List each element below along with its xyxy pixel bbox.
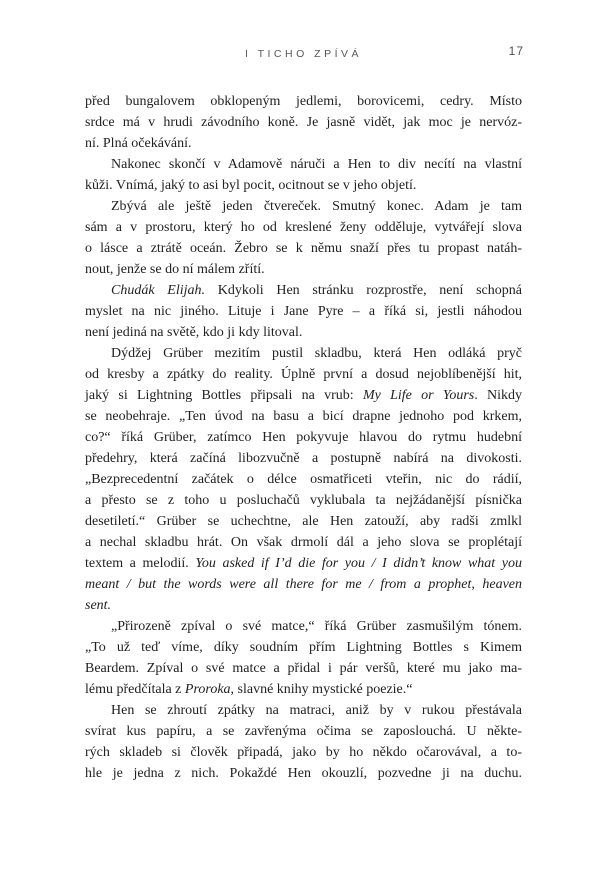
- italic-text-run: meant / but the words were all there for me / from a prophet, heaven: [85, 577, 522, 592]
- text-line: [85, 406, 522, 427]
- text-run: není jediná na světě, kdo ji kdy litoval.: [85, 325, 303, 340]
- text-line: [85, 217, 522, 238]
- running-header-title: I TICHO ZPÍVÁ: [244, 48, 363, 60]
- text-line: [85, 616, 522, 637]
- text-line: [85, 322, 522, 343]
- text-run: „Bezprecedentní začátek o délce osmatřiceti vteřin, nic do rádií,: [85, 472, 522, 487]
- paragraph: [85, 280, 522, 343]
- text-line: [85, 721, 522, 742]
- text-run: před bungalovem obklopeným jedlemi, borovicemi, cedry. Místo: [85, 94, 522, 109]
- text-run: jaký si Lightning Bottles připsali na vrub:: [85, 388, 363, 403]
- page-number: 17: [508, 44, 524, 58]
- text-line: [85, 175, 522, 196]
- text-run: , slavné knihy mystické poezie.“: [230, 682, 413, 697]
- text-run: sám a v prostoru, který ho od kreslené ženy odděluje, vytvářejí slova: [85, 220, 522, 235]
- text-line: [85, 490, 522, 511]
- text-line: [85, 595, 522, 616]
- paragraph: [85, 343, 522, 616]
- text-line: [85, 385, 522, 406]
- page-text: [85, 91, 522, 784]
- text-run: Dýdžej Grüber mezitím pustil skladbu, která Hen odláká pryč: [111, 346, 522, 361]
- text-run: textem a melodií.: [85, 556, 196, 571]
- text-line: [85, 763, 522, 784]
- text-run: se neobehraje. „Ten úvod na basu a bicí drapne jednoho pod krkem,: [85, 409, 522, 424]
- italic-text-run: Chudák Elijah.: [111, 283, 205, 298]
- text-line: [85, 343, 522, 364]
- text-line: [85, 364, 522, 385]
- text-run: svírat kus papíru, a se zavřenýma očima se zaposlouchá. U někte-: [85, 724, 522, 739]
- text-run: Hen se zhroutí zpátky na matraci, aniž by v rukou přestávala: [111, 703, 522, 718]
- text-run: Beardem. Zpíval o své matce a přidal i pár veršů, které mu jako ma-: [85, 661, 522, 676]
- paragraph: [85, 196, 522, 280]
- text-line: [85, 700, 522, 721]
- text-run: „To už teď víme, díky soudním přím Lightning Bottles s Kimem: [85, 640, 522, 655]
- text-run: Kdykoli Hen stránku rozprostře, není schopná: [205, 283, 522, 298]
- text-run: hle je jedna z nich. Pokaždé Hen okouzlí, pozvedne ji na duchu.: [85, 766, 522, 781]
- text-line: [85, 469, 522, 490]
- text-run: předehry, která začíná libozvučně a postupně nabírá na divokosti.: [85, 451, 522, 466]
- text-line: [85, 238, 522, 259]
- text-run: co?“ říká Grüber, zatímco Hen pokyvuje hlavou do rytmu hudební: [85, 430, 522, 445]
- italic-text-run: My Life or Yours: [362, 388, 475, 403]
- text-run: ní. Plná očekávání.: [85, 136, 192, 151]
- paragraph: [85, 91, 522, 154]
- text-run: desetiletí.“ Grüber se uchechtne, ale Hen zatouží, aby radši zmlkl: [85, 514, 522, 529]
- text-run: Nakonec skončí v Adamově náruči a Hen to div necítí na vlastní: [111, 157, 522, 172]
- text-line: [85, 427, 522, 448]
- text-line: [85, 259, 522, 280]
- text-line: [85, 553, 522, 574]
- text-run: lému předčítala z: [85, 682, 185, 697]
- text-line: [85, 679, 522, 700]
- text-run: kůži. Vnímá, jaký to asi byl pocit, ocitnout se v jeho objetí.: [85, 178, 417, 193]
- italic-text-run: sent.: [85, 598, 112, 613]
- text-line: [85, 91, 522, 112]
- text-line: [85, 280, 522, 301]
- text-run: Zbývá ale ještě jeden čtvereček. Smutný konec. Adam je tam: [111, 199, 522, 214]
- text-line: [85, 742, 522, 763]
- text-run: . Nikdy: [474, 388, 522, 403]
- italic-text-run: You asked if I’d die for you / I didn’t know what you: [195, 556, 522, 571]
- text-run: a nechal skladbu hrát. On však drmolí dál a jeho slova se proplétají: [85, 535, 522, 550]
- text-run: myslet na nic jiného. Lituje i Jane Pyre – a říká si, jestli náhodou: [85, 304, 522, 319]
- paragraph: [85, 616, 522, 700]
- text-line: [85, 448, 522, 469]
- text-line: [85, 301, 522, 322]
- text-line: [85, 637, 522, 658]
- text-run: o lásce a ztrátě oceán. Žebro se k němu snaží přes tu propast natáh-: [85, 241, 522, 256]
- paragraph: [85, 700, 522, 784]
- paragraph: [85, 154, 522, 196]
- italic-text-run: Proroka: [184, 682, 231, 697]
- text-line: [85, 133, 522, 154]
- text-run: od kresby a zpátky do reality. Úplně první a dosud nejoblíbenější hit,: [85, 367, 522, 382]
- text-line: [85, 658, 522, 679]
- text-line: [85, 112, 522, 133]
- text-line: [85, 511, 522, 532]
- text-run: a přesto se z toho u posluchačů vyklubala ta nejžádanější písnička: [85, 493, 522, 508]
- text-run: srdce má v hrudi závodního koně. Je jasně vidět, jak moc je nervóz-: [85, 115, 522, 130]
- running-header: [85, 44, 522, 58]
- text-line: [85, 574, 522, 595]
- text-line: [85, 532, 522, 553]
- text-run: rých skladeb si člověk připadá, jako by ho někdo očarovával, a to-: [85, 745, 522, 760]
- text-run: „Přirozeně zpíval o své matce,“ říká Grüber zasmušilým tónem.: [111, 619, 522, 634]
- text-line: [85, 196, 522, 217]
- text-run: nout, jenže se do ní málem zřítí.: [85, 262, 265, 277]
- text-line: [85, 154, 522, 175]
